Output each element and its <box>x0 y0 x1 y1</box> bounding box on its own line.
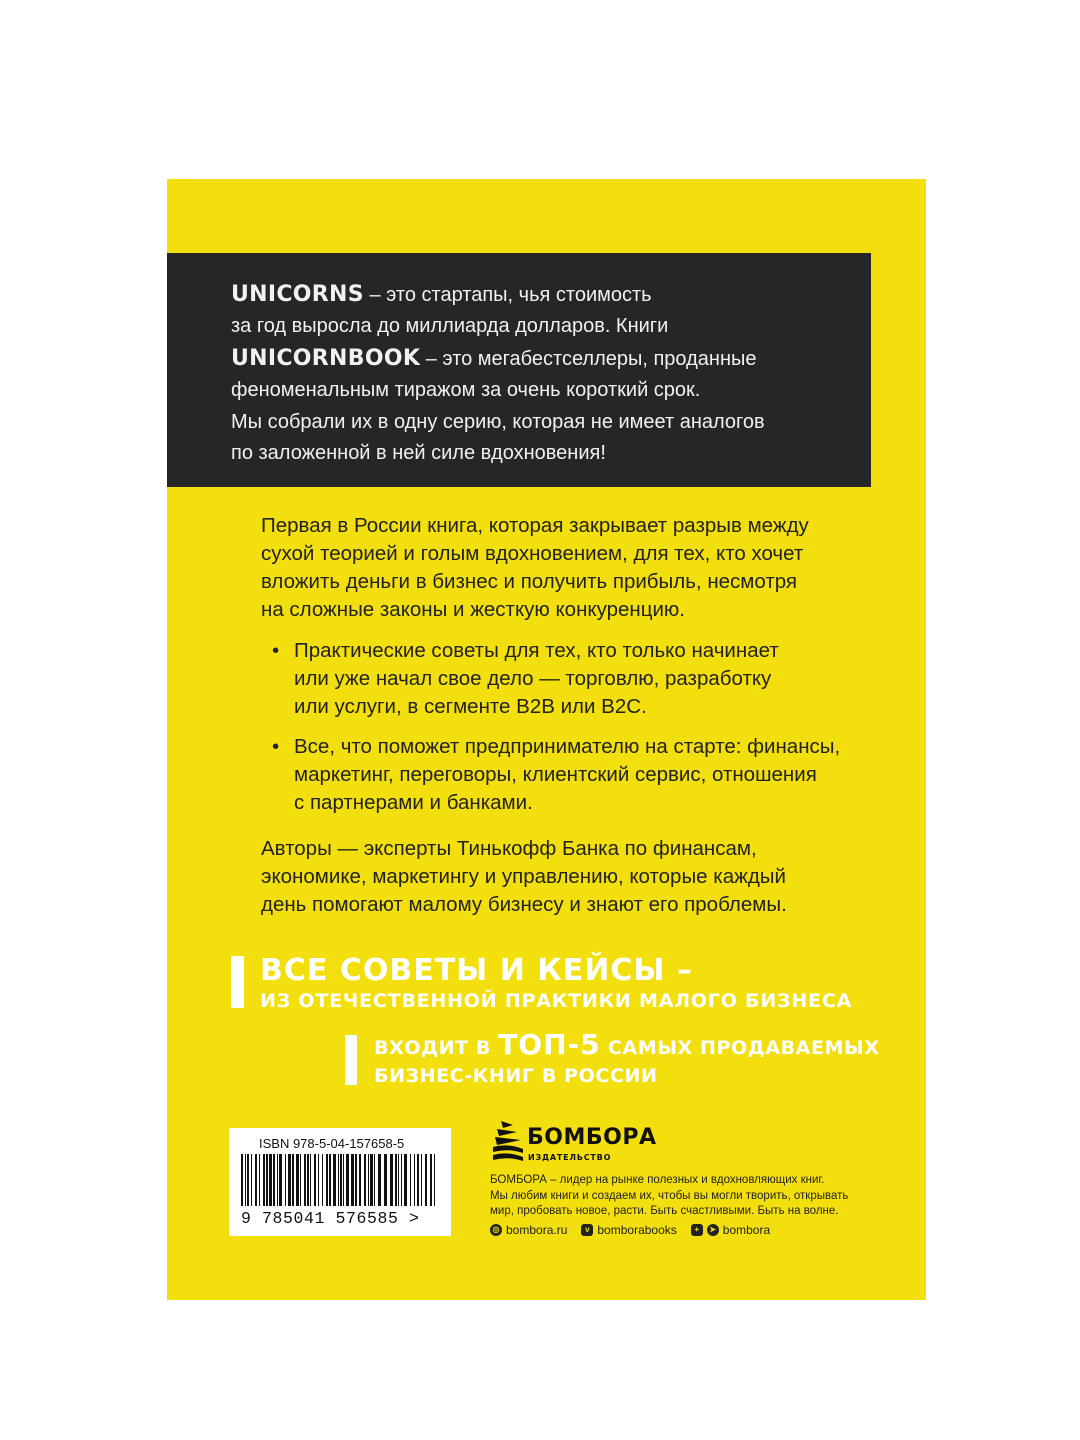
barcode-bar <box>355 1154 357 1206</box>
highlight-line: ИЗ ОТЕЧЕСТВЕННОЙ ПРАКТИКИ МАЛОГО БИЗНЕСА <box>260 990 853 1012</box>
about-line: мир, пробовать новое, расти. Быть счастливыми. Быть на волне. <box>490 1205 839 1217</box>
barcode-bar <box>247 1154 249 1206</box>
barcode-bar <box>434 1154 435 1206</box>
barcode-bar <box>273 1154 275 1206</box>
authors-line: день помогают малому бизнесу и знают его проблемы. <box>261 893 787 916</box>
bullet-icon: • <box>272 639 280 662</box>
barcode-bar <box>329 1154 331 1206</box>
vk-icon: v <box>581 1224 593 1236</box>
barcode-bar <box>263 1154 265 1206</box>
bullet-item <box>272 637 912 721</box>
promo-text: Мы собрали их в одну серию, которая не имеет аналогов <box>231 410 765 433</box>
highlight-text: ВХОДИТ В <box>374 1037 499 1059</box>
barcode-bar <box>333 1154 336 1206</box>
bullet-line: маркетинг, переговоры, клиентский сервис, отношения <box>294 763 817 786</box>
social-vk[interactable] <box>581 1223 676 1237</box>
unicorns-word: UNICORNS <box>231 282 364 307</box>
bullet-line: Все, что поможет предпринимателю на старте: финансы, <box>294 735 841 758</box>
barcode-bar <box>374 1154 375 1206</box>
promo-text: по заложенной в ней силе вдохновения! <box>231 442 606 465</box>
authors-text <box>261 835 911 919</box>
unicornbook-word: UNICORNBOOK <box>231 345 421 371</box>
isbn-number: ISBN 978-5-04-157658-5 <box>259 1136 405 1151</box>
barcode-bar <box>292 1154 294 1206</box>
barcode-bar <box>410 1154 411 1206</box>
barcode-bar <box>279 1154 282 1206</box>
description-line: сухой теорией и голым вдохновением, для тех, кто хочет <box>261 542 804 565</box>
barcode-bar <box>343 1154 344 1206</box>
barcode-bar <box>251 1154 252 1206</box>
barcode-bar <box>378 1154 381 1206</box>
barcode-bar <box>395 1154 397 1206</box>
barcode-bar <box>285 1154 286 1206</box>
barcode-bar <box>277 1154 278 1206</box>
barcode-bar <box>346 1154 349 1206</box>
bullet-line: с партнерами и банками. <box>294 791 533 814</box>
barcode-bar <box>401 1154 402 1206</box>
barcode-bar <box>288 1154 291 1206</box>
bombora-logo-icon <box>491 1119 525 1163</box>
publisher-subtitle: ИЗДАТЕЛЬСТВО <box>528 1153 612 1162</box>
book-description <box>261 512 911 624</box>
promo-text: – это стартапы, чья стоимость <box>363 284 652 306</box>
barcode-bar <box>300 1154 301 1206</box>
authors-line: экономике, маркетингу и управлению, которые каждый <box>261 865 786 888</box>
barcode-bar <box>364 1154 366 1206</box>
barcode-bar <box>417 1154 419 1206</box>
barcode-bar <box>314 1154 316 1206</box>
publisher-about <box>490 1173 910 1220</box>
promo-text: за год выросла до миллиарда долларов. Книги <box>231 315 669 338</box>
barcode-bar <box>259 1154 260 1206</box>
authors-line: Авторы — эксперты Тинькофф Банка по финансам, <box>261 837 757 860</box>
highlight-top5 <box>374 1028 880 1090</box>
barcode-bar <box>326 1154 328 1206</box>
telegram-icon: ➤ <box>707 1224 719 1236</box>
about-line: Мы любим книги и создаем их, чтобы вы могли творить, открывать <box>490 1189 849 1202</box>
social-telegram[interactable] <box>691 1223 770 1237</box>
about-line: БОМБОРА – лидер на рынке полезных и вдохновляющих книг. <box>490 1174 825 1186</box>
highlight-line: БИЗНЕС-КНИГ В РОССИИ <box>374 1065 658 1087</box>
description-line: на сложные законы и жесткую конкуренцию. <box>261 598 685 621</box>
social-label: bombora <box>722 1223 771 1237</box>
highlight-bar <box>231 956 244 1008</box>
social-label: bombora.ru <box>506 1223 568 1237</box>
promo-text: – это мегабестселлеры, проданные <box>420 347 757 370</box>
bullet-line: или уже начал свое дело — торговлю, разработку <box>294 667 772 690</box>
barcode-bar <box>255 1154 257 1206</box>
barcode-bar <box>322 1154 323 1206</box>
barcode-bar <box>307 1154 309 1206</box>
barcode-bar <box>338 1154 339 1206</box>
barcode-icon <box>239 1154 441 1208</box>
isbn-barcode <box>229 1128 451 1236</box>
barcode-bar <box>310 1154 311 1206</box>
barcode-bar <box>421 1154 422 1206</box>
barcode-bar <box>404 1154 407 1206</box>
social-website[interactable] <box>490 1223 567 1237</box>
barcode-bar <box>269 1154 272 1206</box>
barcode-bar <box>390 1154 393 1206</box>
barcode-bar <box>318 1154 319 1206</box>
barcode-bar <box>370 1154 373 1206</box>
promo-text: феноменальным тиражом за очень короткий срок. <box>231 379 701 402</box>
book-back-cover <box>167 179 926 1300</box>
social-links <box>490 1223 770 1237</box>
barcode-bar <box>351 1154 354 1206</box>
plus-icon: + <box>691 1224 703 1236</box>
highlight-text: САМЫХ ПРОДАВАЕМЫХ <box>600 1037 880 1059</box>
barcode-bar <box>340 1154 342 1206</box>
description-line: Первая в России книга, которая закрывает разрыв между <box>261 514 809 537</box>
barcode-bar <box>241 1154 243 1206</box>
bullet-item <box>272 733 912 817</box>
publisher-name: БОМБОРА <box>527 1125 657 1150</box>
description-line: вложить деньги в бизнес и получить прибыль, несмотря <box>261 570 797 593</box>
bullet-line: Практические советы для тех, кто только начинает <box>294 639 779 662</box>
barcode-digits: 9 785041 576585 > <box>241 1209 420 1228</box>
globe-icon: ◎ <box>490 1224 502 1236</box>
bullet-line: или услуги, в сегменте B2B или B2C. <box>294 695 647 718</box>
barcode-bar <box>304 1154 306 1206</box>
highlight-bar <box>345 1035 357 1085</box>
barcode-bar <box>384 1154 387 1206</box>
barcode-bar <box>296 1154 299 1206</box>
highlight-tips <box>260 953 852 1013</box>
social-label: bomborabooks <box>597 1223 677 1237</box>
barcode-bar <box>359 1154 361 1206</box>
bullet-icon: • <box>272 735 280 758</box>
top5-text: ТОП-5 <box>498 1028 601 1061</box>
barcode-bar <box>425 1154 427 1206</box>
barcode-bar <box>430 1154 432 1206</box>
barcode-bar <box>414 1154 415 1206</box>
barcode-bar <box>266 1154 268 1206</box>
barcode-bar <box>398 1154 399 1206</box>
barcode-bar <box>368 1154 369 1206</box>
barcode-bar <box>245 1154 246 1206</box>
series-promo-panel <box>167 253 871 487</box>
highlight-line: ВСЕ СОВЕТЫ И КЕЙСЫ – <box>260 953 693 988</box>
